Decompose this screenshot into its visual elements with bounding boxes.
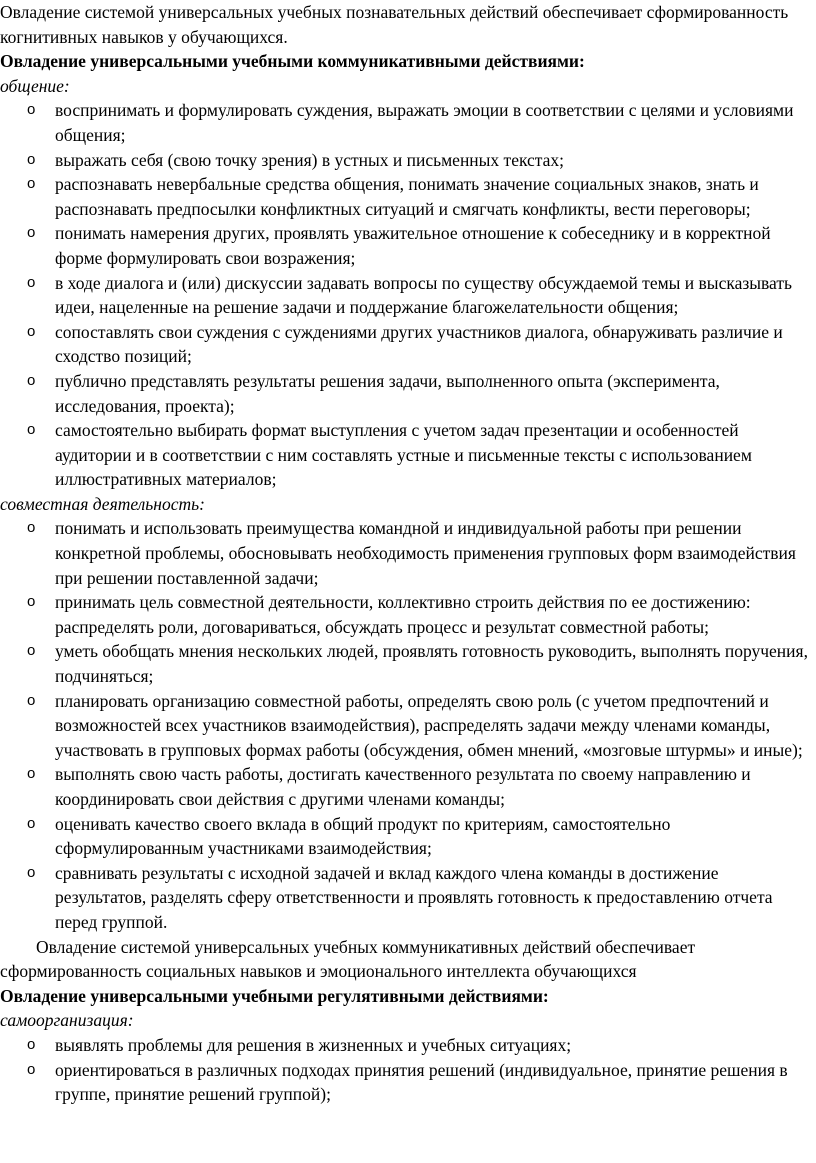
bullet-icon: o: [27, 863, 36, 881]
bullet-icon: o: [27, 691, 36, 709]
list-item: o воспринимать и формулировать суждения, выражать эмоции в соответствии с целями и условиями общения;: [27, 100, 794, 145]
list-item: o выполнять свою часть работы, достигать качественного результата по своему направлению и координировать свои действия с другими членами команды;: [27, 764, 751, 809]
self-organization-subheading: самоорганизация:: [0, 1010, 134, 1031]
intro-paragraph: Овладение системой универсальных учебных познавательных действий обеспечивает сформированность когнитивных навыков у обучающихся.: [0, 2, 789, 47]
bullet-icon: o: [27, 765, 36, 783]
bullet-icon: o: [27, 1035, 36, 1053]
bullet-icon: o: [27, 1060, 36, 1078]
communicative-summary-paragraph: Овладение системой универсальных учебных коммуникативных действий обеспечивает сформированность социальных навыков и эмоционального интеллекта обучающихся: [0, 936, 696, 982]
bullet-icon: o: [27, 101, 36, 119]
list-item: o принимать цель совместной деятельности, коллективно строить действия по ее достижению: распределять роли, договариваться, обсуждать процесс и результат совместной работы;: [27, 592, 751, 637]
bullet-icon: o: [27, 593, 36, 611]
communication-subheading: общение:: [0, 75, 70, 96]
bullet-icon: o: [27, 421, 36, 439]
list-item: o понимать намерения других, проявлять уважительное отношение к собеседнику и в корректной форме формулировать свои возражения;: [27, 223, 771, 268]
list-item: o в ходе диалога и (или) дискуссии задавать вопросы по существу обсуждаемой темы и высказывать идеи, нацеленные на решение задачи и поддержание благожелательности общения;: [27, 272, 792, 318]
list-item: o сопоставлять свои суждения с суждениями других участников диалога, обнаруживать различие и сходство позиций;: [27, 321, 783, 367]
bullet-icon: o: [27, 519, 36, 537]
list-item: o распознавать невербальные средства общения, понимать значение социальных знаков, знать и распознавать предпосылки конфликтных ситуаций и смягчать конфликты, вести переговоры;: [27, 174, 759, 219]
bullet-icon: o: [27, 814, 36, 832]
list-item: o понимать и использовать преимущества командной и индивидуальной работы при решении конкретной проблемы, обосновывать необходимость применения групповых форм взаимодействия при решении поставленной задачи;: [27, 518, 796, 588]
regulative-heading: Овладение универсальными учебными регулятивными действиями:: [0, 985, 549, 1006]
bullet-icon: o: [27, 322, 36, 340]
list-item: o выявлять проблемы для решения в жизненных и учебных ситуациях;: [0, 1033, 810, 1058]
joint-activity-subheading: совместная деятельность:: [0, 493, 205, 514]
list-item: o самостоятельно выбирать формат выступления с учетом задач презентации и особенностей аудитории и в соответствии с ним составлять устные и письменные тексты с использованием иллюстративных материалов;: [27, 420, 752, 490]
bullet-icon: o: [27, 175, 36, 193]
communication-list: [0, 98, 810, 492]
bullet-icon: o: [27, 224, 36, 242]
bullet-icon: o: [27, 642, 36, 660]
bullet-icon: o: [27, 371, 36, 389]
list-item: o оценивать качество своего вклада в общий продукт по критериям, самостоятельно сформулированным участниками взаимодействия;: [27, 813, 671, 859]
list-item: o планировать организацию совместной работы, определять свою роль (с учетом предпочтений и возможностей всех участников взаимодействия), распределять задачи между членами команды, участвовать в групповых формах работы (обсуждения, обмен мнений, «мозговые штурмы» и иные);: [27, 690, 803, 760]
list-item: o сравнивать результаты с исходной задачей и вклад каждого члена команды в достижение результатов, разделять сферу ответственности и проявлять готовность к предоставлению отчета перед группой.: [27, 862, 773, 932]
list-item: o выражать себя (свою точку зрения) в устных и письменных текстах;: [0, 148, 810, 173]
self-organization-list: [0, 1033, 810, 1107]
list-item: o публично представлять результаты решения задачи, выполненного опыта (эксперимента, исследования, проекта);: [27, 370, 720, 416]
list-item: o уметь обобщать мнения нескольких людей, проявлять готовность руководить, выполнять поручения, подчиняться;: [27, 641, 808, 687]
joint-activity-list: [0, 516, 810, 934]
list-item: o ориентироваться в различных подходах принятия решений (индивидуальное, принятие решения в группе, принятие решений группой);: [27, 1059, 788, 1105]
bullet-icon: o: [27, 150, 36, 168]
communicative-heading: Овладение универсальными учебными коммуникативными действиями:: [0, 51, 585, 72]
bullet-icon: o: [27, 273, 36, 291]
